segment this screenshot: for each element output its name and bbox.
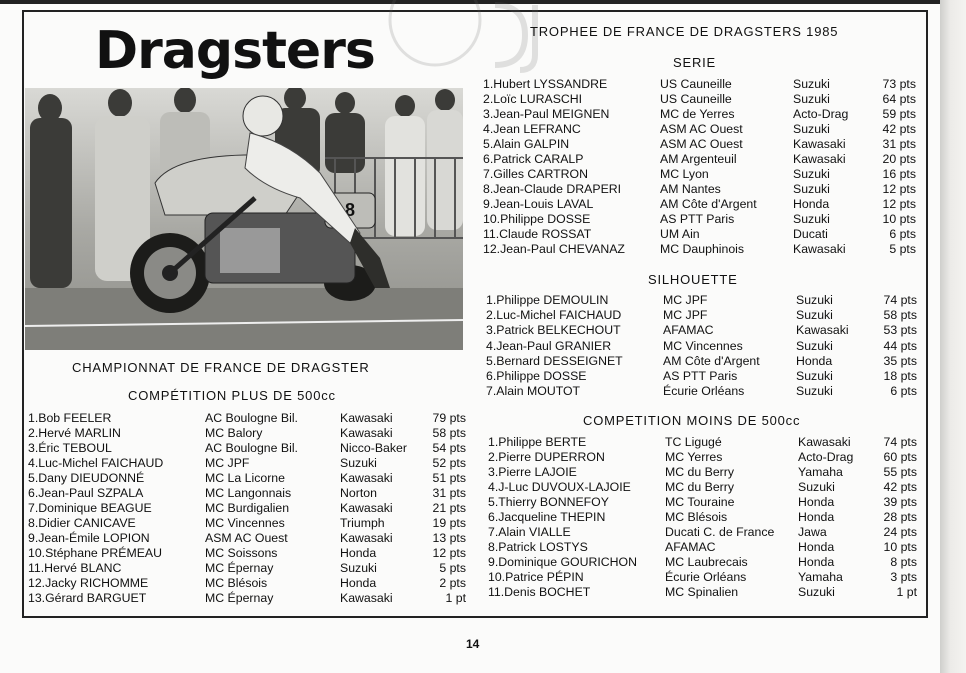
plus500-make: Kawasaki [340, 426, 393, 440]
plus500-points: 51 pts [432, 471, 466, 485]
serie-make: Acto-Drag [793, 107, 849, 121]
silhouette-club: AS PTT Paris [663, 369, 738, 383]
plus500-make: Nicco-Baker [340, 441, 407, 455]
serie-make: Kawasaki [793, 242, 846, 256]
silhouette-rider: 6.Philippe DOSSE [486, 369, 587, 383]
silhouette-rider: 3.Patrick BELKECHOUT [486, 323, 621, 338]
silhouette-row [0, 354, 966, 369]
moins500-make: Kawasaki [798, 435, 851, 449]
plus500-points: 79 pts [432, 411, 466, 425]
moins500-make: Honda [798, 495, 835, 509]
plus500-make: Triumph [340, 516, 385, 530]
plus500-make: Honda [340, 546, 377, 560]
plus500-rider: 11.Hervé BLANC [28, 561, 122, 575]
serie-club: US Cauneille [660, 77, 732, 91]
moins500-row [0, 435, 966, 450]
serie-points: 10 pts [882, 212, 916, 226]
serie-row [0, 137, 966, 152]
plus500-make: Kawasaki [340, 591, 393, 605]
serie-make: Ducati [793, 227, 828, 241]
moins500-make: Honda [798, 510, 835, 524]
serie-rider: 1.Hubert LYSSANDRE [483, 77, 608, 91]
serie-make: Suzuki [793, 167, 830, 181]
plus500-club: MC Balory [205, 426, 263, 440]
serie-row [0, 92, 966, 107]
plus500-points: 21 pts [432, 501, 466, 515]
silhouette-points: 35 pts [883, 353, 917, 368]
serie-row [0, 167, 966, 182]
silhouette-make: Suzuki [796, 369, 833, 383]
serie-rider: 5.Alain GALPIN [483, 137, 570, 151]
plus500-points: 54 pts [432, 441, 466, 455]
silhouette-points: 18 pts [883, 369, 917, 383]
plus500-rider: 4.Luc-Michel FAICHAUD [28, 456, 164, 470]
serie-row [0, 152, 966, 167]
silhouette-make: Suzuki [796, 308, 833, 323]
moins500-club: MC Laubrecais [665, 555, 748, 569]
moins500-points: 28 pts [883, 510, 917, 524]
plus500-points: 1 pt [445, 591, 466, 605]
silhouette-row [0, 384, 966, 399]
silhouette-club: AM Côte d'Argent [663, 353, 760, 368]
serie-make: Suzuki [793, 92, 830, 106]
moins500-points: 1 pt [896, 585, 917, 599]
moins500-club: Écurie Orléans [665, 570, 747, 584]
silhouette-make: Honda [796, 353, 833, 368]
plus500-make: Suzuki [340, 561, 377, 575]
silhouette-points: 58 pts [883, 308, 917, 323]
moins500-row [0, 555, 966, 570]
silhouette-make: Suzuki [796, 384, 833, 399]
silhouette-rider: 2.Luc-Michel FAICHAUD [486, 308, 622, 323]
moins500-club: MC du Berry [665, 465, 735, 479]
serie-row [0, 227, 966, 242]
serie-rider: 7.Gilles CARTRON [483, 167, 588, 181]
serie-row [0, 242, 966, 257]
serie-points: 73 pts [882, 77, 916, 91]
plus500-row [0, 411, 966, 426]
svg-text:8: 8 [345, 200, 356, 220]
moins500-make: Suzuki [798, 585, 835, 599]
moins500-rider: 8.Patrick LOSTYS [488, 540, 588, 554]
silhouette-make: Kawasaki [796, 323, 849, 338]
plus500-rider: 9.Jean-Émile LOPION [28, 531, 150, 545]
serie-points: 6 pts [889, 227, 916, 241]
silhouette-rider: 4.Jean-Paul GRANIER [486, 338, 612, 353]
plus500-club: MC Vincennes [205, 516, 285, 530]
plus500-make: Norton [340, 486, 377, 500]
serie-make: Kawasaki [793, 137, 846, 151]
moins500-club: TC Ligugé [665, 435, 722, 449]
moins500-make: Honda [798, 555, 835, 569]
serie-points: 16 pts [882, 167, 916, 181]
moins500-rider: 9.Dominique GOURICHON [488, 555, 637, 569]
moins500-row [0, 510, 966, 525]
serie-points: 31 pts [882, 137, 916, 151]
plus500-rider: 7.Dominique BEAGUE [28, 501, 152, 515]
serie-club: MC Lyon [660, 167, 709, 181]
moins500-rider: 4.J-Luc DUVOUX-LAJOIE [488, 480, 631, 494]
serie-row [0, 107, 966, 122]
moins500-row [0, 495, 966, 510]
serie-points: 64 pts [882, 92, 916, 106]
serie-rider: 3.Jean-Paul MEIGNEN [483, 107, 610, 121]
moins500-rider: 1.Philippe BERTE [488, 435, 587, 449]
silhouette-points: 6 pts [890, 384, 917, 399]
moins500-points: 3 pts [890, 570, 917, 584]
moins500-rider: 11.Denis BOCHET [488, 585, 591, 599]
silhouette-club: MC JPF [663, 308, 708, 323]
section-title-silhouette: SILHOUETTE [648, 272, 738, 287]
serie-rider: 12.Jean-Paul CHEVANAZ [483, 242, 625, 256]
serie-club: UM Ain [660, 227, 700, 241]
moins500-points: 39 pts [883, 495, 917, 509]
silhouette-club: MC Vincennes [663, 338, 743, 353]
plus500-club: MC Soissons [205, 546, 278, 560]
serie-club: AS PTT Paris [660, 212, 735, 226]
plus500-points: 19 pts [432, 516, 466, 530]
serie-club: AM Nantes [660, 182, 721, 196]
serie-make: Honda [793, 197, 830, 211]
serie-make: Suzuki [793, 212, 830, 226]
serie-rider: 4.Jean LEFRANC [483, 122, 581, 136]
plus500-club: MC Burdigalien [205, 501, 290, 515]
silhouette-row [0, 323, 966, 338]
serie-club: MC de Yerres [660, 107, 735, 121]
plus500-make: Kawasaki [340, 531, 393, 545]
moins500-rider: 5.Thierry BONNEFOY [488, 495, 609, 509]
plus500-club: MC Langonnais [205, 486, 292, 500]
silhouette-points: 74 pts [883, 293, 917, 307]
serie-rider: 2.Loïc LURASCHI [483, 92, 583, 106]
serie-points: 59 pts [882, 107, 916, 121]
moins500-club: MC Touraine [665, 495, 735, 509]
moins500-make: Jawa [798, 525, 827, 539]
moins500-club: AFAMAC [665, 540, 716, 554]
plus500-make: Suzuki [340, 456, 377, 470]
moins500-club: MC Spinalien [665, 585, 739, 599]
plus500-rider: 1.Bob FEELER [28, 411, 112, 425]
plus500-club: MC La Licorne [205, 471, 285, 485]
serie-points: 42 pts [882, 122, 916, 136]
serie-points: 20 pts [882, 152, 916, 166]
moins500-points: 42 pts [883, 480, 917, 494]
plus500-rider: 12.Jacky RICHOMME [28, 576, 149, 590]
plus500-club: MC JPF [205, 456, 250, 470]
serie-row [0, 122, 966, 137]
plus500-club: MC Épernay [205, 591, 274, 605]
silhouette-club: MC JPF [663, 293, 708, 307]
serie-points: 12 pts [882, 197, 916, 211]
plus500-club: MC Épernay [205, 561, 274, 575]
serie-make: Kawasaki [793, 152, 846, 166]
serie-row [0, 212, 966, 227]
page-number: 14 [466, 637, 480, 651]
moins500-rider: 6.Jacqueline THEPIN [488, 510, 606, 524]
plus500-rider: 8.Didier CANICAVE [28, 516, 136, 530]
moins500-make: Yamaha [798, 465, 843, 479]
plus500-points: 5 pts [439, 561, 466, 575]
moins500-points: 74 pts [883, 435, 917, 449]
plus500-rider: 13.Gérard BARGUET [28, 591, 147, 605]
plus500-points: 12 pts [432, 546, 466, 560]
moins500-row [0, 540, 966, 555]
plus500-make: Kawasaki [340, 471, 393, 485]
plus500-rider: 6.Jean-Paul SZPALA [28, 486, 144, 500]
section-title-plus500: COMPÉTITION PLUS DE 500cc [128, 388, 336, 403]
serie-make: Suzuki [793, 122, 830, 136]
serie-row [0, 77, 966, 92]
plus500-make: Kawasaki [340, 501, 393, 515]
serie-row [0, 182, 966, 197]
plus500-points: 2 pts [439, 576, 466, 590]
moins500-points: 10 pts [883, 540, 917, 554]
serie-make: Suzuki [793, 182, 830, 196]
silhouette-rider: 7.Alain MOUTOT [486, 384, 581, 399]
moins500-rider: 10.Patrice PÉPIN [488, 570, 584, 584]
serie-club: MC Dauphinois [660, 242, 745, 256]
moins500-rider: 2.Pierre DUPERRON [488, 450, 605, 464]
serie-club: AM Argenteuil [660, 152, 737, 166]
serie-club: ASM AC Ouest [660, 122, 743, 136]
moins500-make: Honda [798, 540, 835, 554]
section-title-moins500: COMPETITION MOINS DE 500cc [583, 413, 801, 428]
silhouette-make: Suzuki [796, 338, 833, 353]
plus500-points: 58 pts [432, 426, 466, 440]
moins500-row [0, 570, 966, 585]
moins500-row [0, 585, 966, 600]
serie-rider: 6.Patrick CARALP [483, 152, 584, 166]
silhouette-rider: 5.Bernard DESSEIGNET [486, 353, 623, 368]
plus500-club: AC Boulogne Bil. [205, 441, 298, 455]
serie-points: 5 pts [889, 242, 916, 256]
moins500-points: 8 pts [890, 555, 917, 569]
moins500-points: 24 pts [883, 525, 917, 539]
plus500-points: 13 pts [432, 531, 466, 545]
page-title: Dragsters [95, 21, 375, 81]
serie-club: ASM AC Ouest [660, 137, 743, 151]
moins500-make: Acto-Drag [798, 450, 854, 464]
plus500-rider: 2.Hervé MARLIN [28, 426, 121, 440]
silhouette-row [0, 369, 966, 384]
plus500-club: AC Boulogne Bil. [205, 411, 298, 425]
moins500-row [0, 465, 966, 480]
moins500-club: MC du Berry [665, 480, 735, 494]
plus500-club: ASM AC Ouest [205, 531, 288, 545]
moins500-make: Yamaha [798, 570, 843, 584]
moins500-row [0, 525, 966, 540]
plus500-points: 31 pts [432, 486, 466, 500]
serie-rider: 8.Jean-Claude DRAPERI [483, 182, 622, 196]
right-header: TROPHEE DE FRANCE DE DRAGSTERS 1985 [530, 24, 839, 39]
plus500-club: MC Blésois [205, 576, 268, 590]
silhouette-points: 53 pts [883, 323, 917, 338]
section-title-serie: SERIE [673, 55, 717, 70]
silhouette-row [0, 308, 966, 323]
silhouette-make: Suzuki [796, 293, 833, 307]
silhouette-row [0, 293, 966, 308]
moins500-points: 55 pts [883, 465, 917, 479]
silhouette-row [0, 339, 966, 354]
moins500-club: MC Blésois [665, 510, 728, 524]
moins500-make: Suzuki [798, 480, 835, 494]
serie-make: Suzuki [793, 77, 830, 91]
serie-rider: 9.Jean-Louis LAVAL [483, 197, 594, 211]
left-header: CHAMPIONNAT DE FRANCE DE DRAGSTER [72, 360, 370, 375]
moins500-rider: 7.Alain VIALLE [488, 525, 571, 539]
plus500-make: Kawasaki [340, 411, 393, 425]
moins500-rider: 3.Pierre LAJOIE [488, 465, 577, 479]
moins500-club: Ducati C. de France [665, 525, 775, 539]
moins500-points: 60 pts [883, 450, 917, 464]
silhouette-club: Écurie Orléans [663, 384, 745, 399]
serie-rider: 11.Claude ROSSAT [483, 227, 592, 241]
silhouette-rider: 1.Philippe DEMOULIN [486, 293, 609, 307]
moins500-club: MC Yerres [665, 450, 723, 464]
moins500-row [0, 480, 966, 495]
serie-rider: 10.Philippe DOSSE [483, 212, 591, 226]
serie-club: AM Côte d'Argent [660, 197, 757, 211]
silhouette-points: 44 pts [883, 338, 917, 353]
silhouette-club: AFAMAC [663, 323, 714, 338]
plus500-rider: 10.Stéphane PRÉMEAU [28, 546, 162, 560]
plus500-make: Honda [340, 576, 377, 590]
plus500-rider: 3.Éric TEBOUL [28, 441, 112, 455]
serie-club: US Cauneille [660, 92, 732, 106]
moins500-row [0, 450, 966, 465]
serie-points: 12 pts [882, 182, 916, 196]
serie-row [0, 197, 966, 212]
plus500-points: 52 pts [432, 456, 466, 470]
plus500-rider: 5.Dany DIEUDONNÉ [28, 471, 145, 485]
